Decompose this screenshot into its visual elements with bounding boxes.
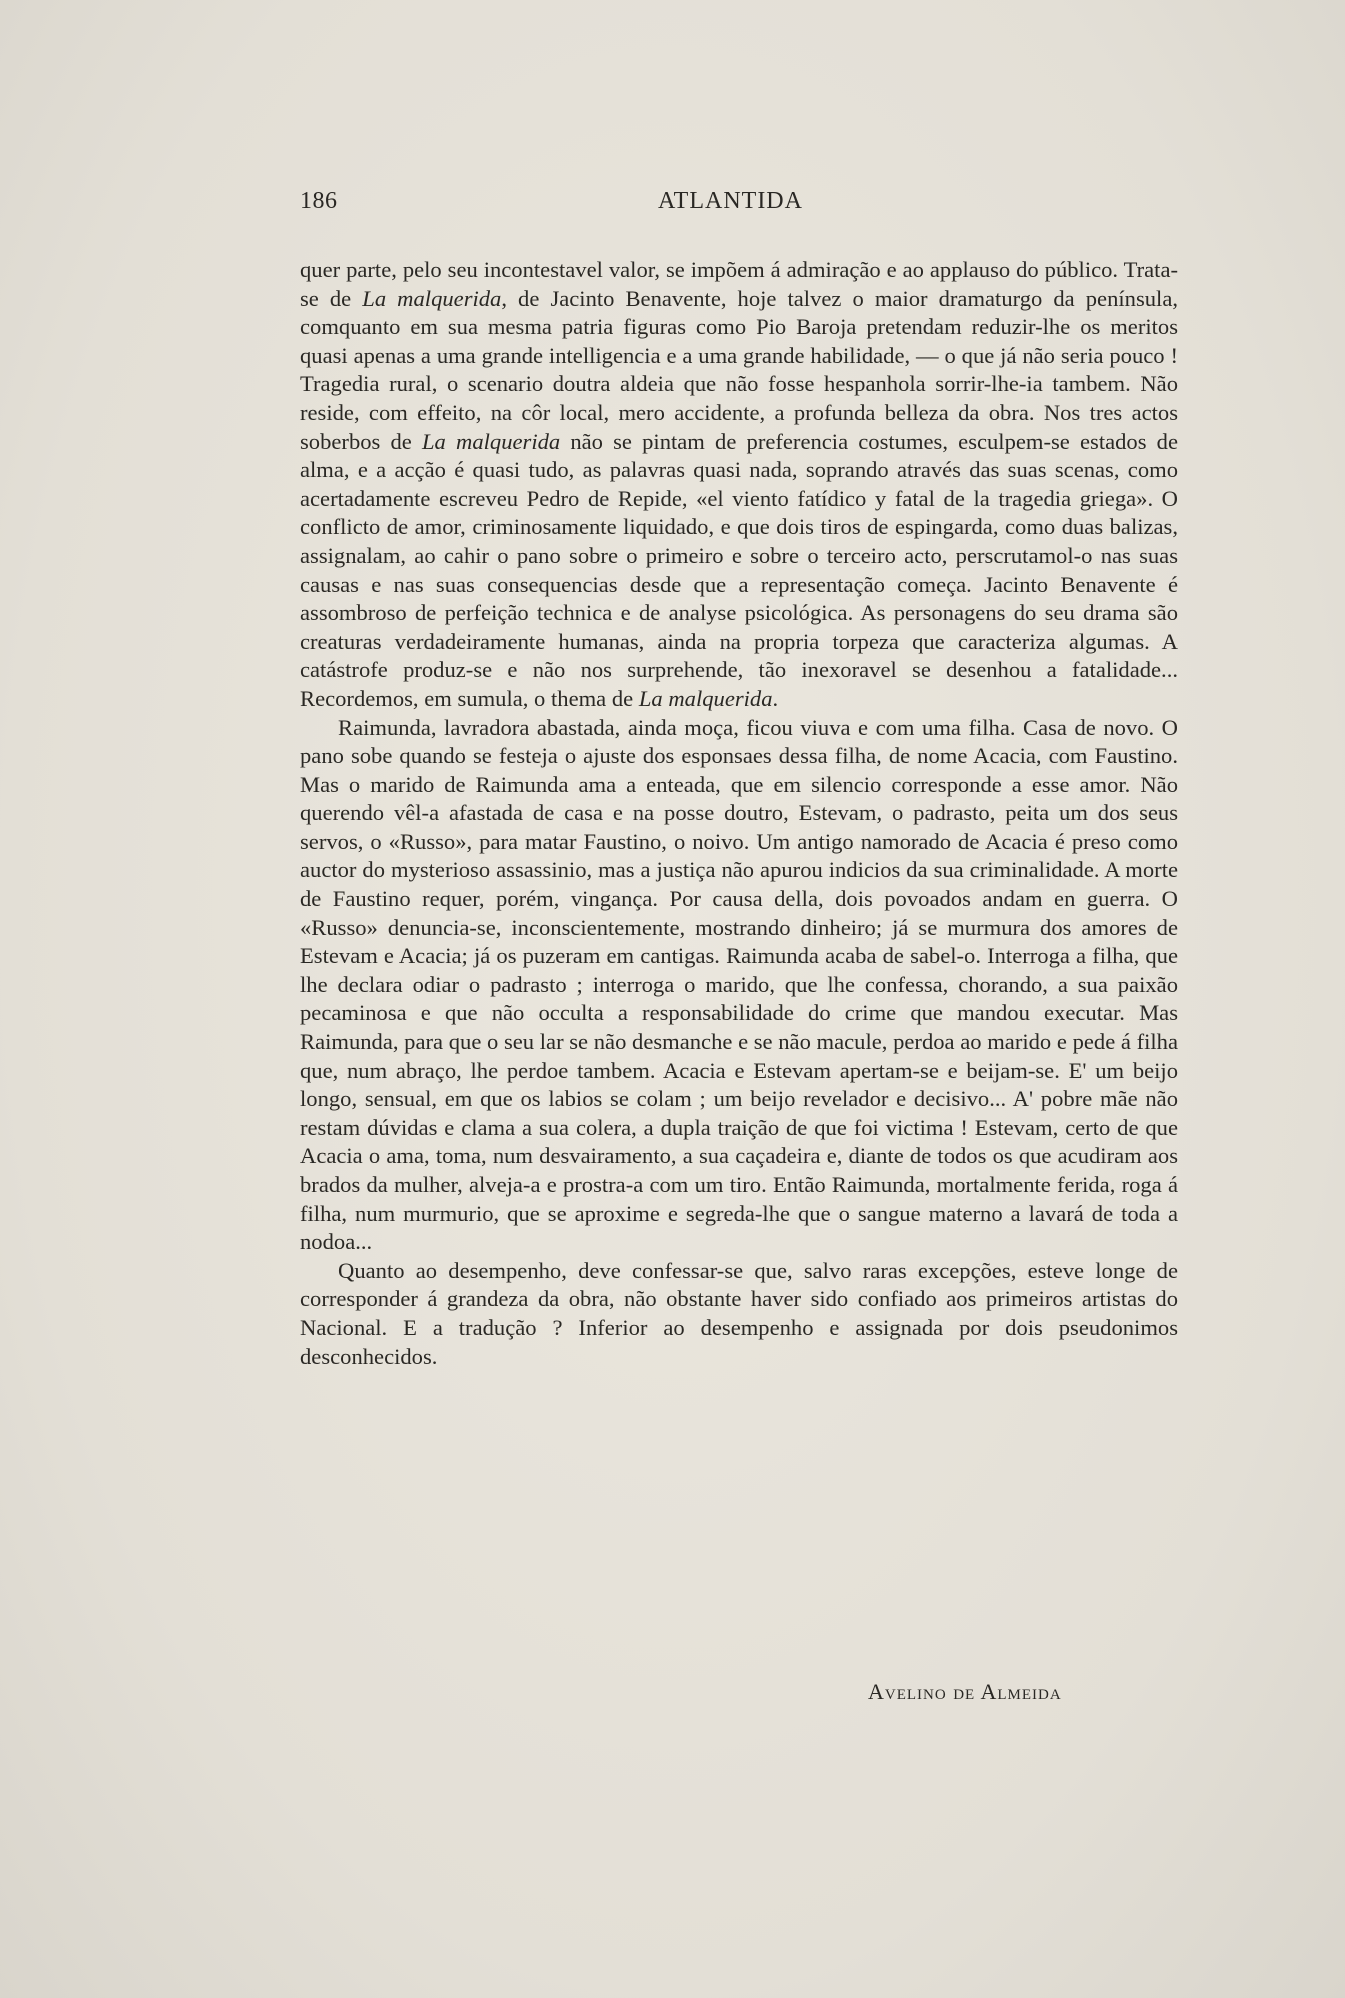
paragraph bbox=[300, 1257, 1178, 1371]
text-run: não se pintam de preferencia costumes, esculpem-se estados de alma, e a acção é quasi tudo, as palavras quasi nada, soprando através das suas scenas, como acertadamente escreveu Pedro de Repide, «el viento fatídico y fatal de la tragedia griega». O conflicto de amor, criminosamente liquidado, e que dois tiros de espingarda, como duas balizas, assignalam, ao cahir o pano sobre o primeiro e sobre o terceiro acto, perscrutamol-o nas suas causas e nas suas consequencias desde que a representação começa. Jacinto Benavente é assombroso de perfeição technica e de analyse psicológica. As personagens do seu drama são creaturas verdadeiramente humanas, ainda na propria torpeza que caracteriza algumas. A catástrofe produz-se e não nos surprehende, tão inexoravel se desenhou a fatalidade... Recordemos, em sumula, o thema de bbox=[300, 428, 1178, 711]
text-run: quer parte, pelo seu incontestavel valor, se impõem á admiração e ao applauso do público. Trata-se de bbox=[300, 257, 1178, 311]
author-signature: Avelino de Almeida bbox=[868, 1679, 1062, 1704]
article-body bbox=[300, 256, 1178, 1371]
running-title: ATLANTIDA bbox=[658, 188, 803, 214]
play-title: La malquerida bbox=[638, 685, 773, 711]
text-run: Raimunda, lavradora abastada, ainda moça, ficou viuva e com uma filha. Casa de novo. O pano sobe quando se festeja o ajuste dos esponsaes dessa filha, de nome Acacia, com Faustino. Mas o marido de Raimunda ama a enteada, que em silencio corresponde a esse amor. Não querendo vêl-a afastada de casa e na posse doutro, Estevam, o padrasto, peita um dos seus servos, o «Russo», para matar Faustino, o noivo. Um antigo namorado de Acacia é preso como auctor do mysterioso assassinio, mas a justiça não apurou indicios da sua criminalidade. A morte de Faustino requer, porém, vingança. Por causa della, dois povoados andam en guerra. O «Russo» denuncia-se, inconscientemente, mostrando dinheiro; já se murmura dos amores de Estevam e Acacia; já os puzeram em cantigas. Raimunda acaba de sabel-o. Interroga a filha, que lhe declara odiar o padrasto ; interroga o marido, que lhe confessa, chorando, a sua paixão pecaminosa e que não occulta a responsabilidade do crime que mandou executar. Mas Raimunda, para que o seu lar se não desmanche e se não macule, perdoa ao marido e pede á filha que, num abraço, lhe perdoe tambem. Acacia e Estevam apertam-se e beijam-se. E' um beijo longo, sensual, em que os labios se colam ; um beijo revelador e decisivo... A' pobre mãe não restam dúvidas e clama a sua colera, a dupla traição de que foi victima ! Estevam, certo de que Acacia o ama, toma, num desvairamento, a sua caçadeira e, diante de todos os que acudiram aos brados da mulher, alveja-a e prostra-a com um tiro. Então Raimunda, mortalmente ferida, roga á filha, num murmurio, que se aproxime e segreda-lhe que o sangue materno a lavará de toda a nodoa... bbox=[300, 714, 1178, 1255]
play-title: La malquerida bbox=[362, 285, 502, 311]
text-run: , de Jacinto Benavente, hoje talvez o maior dramaturgo da península, comquanto em sua mesma patria figuras como Pio Baroja pretendam reduzir-lhe os meritos quasi apenas a uma grande intelligencia e a uma grande habilidade, — o que já não seria pouco ! Tragedia rural, o scenario doutra aldeia que não fosse hespanhola sorrir-lhe-ia tambem. Não reside, com effeito, na côr local, mero accidente, a profunda belleza da obra. Nos tres actos soberbos de bbox=[300, 285, 1178, 454]
text-run: . bbox=[772, 685, 779, 711]
text-run: Quanto ao desempenho, deve confessar-se que, salvo raras excepções, esteve longe de corresponder á grandeza da obra, não obstante haver sido confiado aos primeiros artistas do Nacional. E a tradução ? Inferior ao desempenho e assignada por dois pseudonimos desconhecidos. bbox=[300, 1257, 1178, 1369]
page-header bbox=[300, 188, 1180, 218]
page-number: 186 bbox=[300, 188, 338, 214]
paragraph bbox=[300, 256, 1178, 714]
play-title: La malquerida bbox=[421, 428, 561, 454]
paragraph bbox=[300, 714, 1178, 1257]
